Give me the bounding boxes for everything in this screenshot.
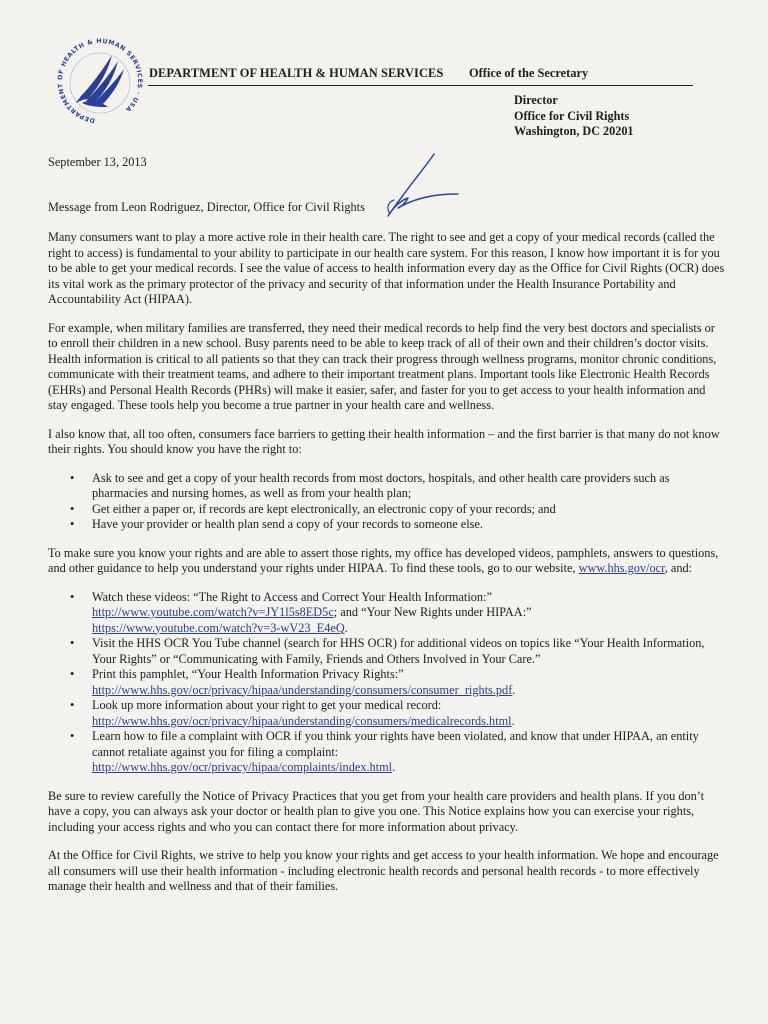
paragraph-closing: At the Office for Civil Rights, we strive to help you know your rights and get access to your health information. We hope and encourage all consumers will use their health information - including electronic health records and personal health records - to more effectively manage their health and wellness and that of their families. — [48, 848, 719, 893]
letter-body — [48, 230, 726, 908]
bullet-icon: • — [70, 636, 75, 650]
pamphlet-link[interactable]: http://www.hhs.gov/ocr/privacy/hipaa/understanding/consumers/consumer_rights.pdf — [92, 682, 513, 697]
address-line-title: Director — [514, 93, 558, 107]
letterhead-divider — [148, 85, 693, 86]
list-item: • Visit the HHS OCR You Tube channel (search for HHS OCR) for additional videos on topics like “Your Health Information, Your Rights” or “Communicating with Family, Friends and Others Involved in Your Care.” — [70, 636, 705, 666]
hhs-seal-logo — [56, 37, 144, 129]
youtube-link-new-rights[interactable]: https://www.youtube.com/watch?v=3-wV23_E4eQ — [92, 620, 345, 635]
bullet-icon: • — [70, 729, 75, 743]
bullet-icon: • — [70, 667, 75, 681]
sender-address — [514, 93, 634, 140]
tools-list — [48, 590, 726, 776]
list-item: • Print this pamphlet, “Your Health Information Privacy Rights:” http://www.hhs.gov/ocr/privacy/hipaa/understanding/consumers/consumer_rights.pdf. — [70, 667, 516, 697]
signature — [368, 150, 460, 222]
department-name: DEPARTMENT OF HEALTH & HUMAN SERVICES — [149, 66, 444, 80]
office-of-secretary: Office of the Secretary — [469, 66, 589, 80]
paragraph-privacy-notice: Be sure to review carefully the Notice of Privacy Practices that you get from your health care providers and health plans. If you don’t have a copy, you can always ask your doctor or health plan to give you one. This Notice explains how you can exercise your rights, including your access rights and who you can contact there for more information about privacy. — [48, 788, 705, 834]
address-line-office: Office for Civil Rights — [514, 108, 630, 123]
complaints-link[interactable]: http://www.hhs.gov/ocr/privacy/hipaa/complaints/index.html — [92, 760, 393, 774]
svg-text:DEPARTMENT OF HEALTH & HUMAN S: DEPARTMENT OF HEALTH & HUMAN SERVICES · USA — [56, 37, 144, 124]
list-item: • Get either a paper or, if records are kept electronically, an electronic copy of your records; and — [70, 501, 556, 516]
list-item: • Watch these videos: “The Right to Access and Correct Your Health Information:” http://www.youtube.com/watch?v=JY1l5s8ED5c; and “Your New Rights under HIPAA:” https://www.youtube.com/watch?v=3-wV23_E4eQ. — [70, 589, 532, 635]
paragraph-intro: Many consumers want to play a more active role in their health care. The right to see and get a copy of your medical records (called the right to access) is fundamental to your ability to participate in our health care system. For this reason, I know how important it is for you to be able to get your medical records. I see the value of access to health information every day as the Office for Civil Rights (OCR) does its vital work as the primary protector of the privacy and security of that information under the Health Insurance Portability and Accountability Act (HIPAA). — [48, 230, 725, 306]
bullet-icon: • — [70, 501, 75, 516]
list-item: • Ask to see and get a copy of your health records from most doctors, hospitals, and other health care providers such as pharmacies and nursing homes, as well as from your health plan; — [70, 470, 670, 500]
letter-date: September 13, 2013 — [48, 155, 147, 169]
bullet-icon: • — [70, 470, 75, 485]
rights-list — [48, 471, 726, 533]
paragraph-resources: To make sure you know your rights and are able to assert those rights, my office has developed videos, pamphlets, answers to questions, and other guidance to help you understand your rights under HIPAA. To find these tools, go to our website, www.hhs.gov/ocr, and: — [48, 545, 719, 575]
bullet-icon: • — [70, 698, 75, 712]
paragraph-example: For example, when military families are transferred, they need their medical records to help find the very best doctors and specialists or to enroll their children in a new school. Busy parents need to be able to keep track of all of their own and their children’s doctor visits. Health information is critical to all patients so that they can track their progress through wellness programs, monitor chronic conditions, communicate with their treatment teams, and adhere to their important treatment plans. Important tools like Electronic Health Records (EHRs) and Personal Health Records (PHRs) will make it easier, safer, and faster for you to get access to your health information and stay engaged. These tools help you become a true partner in your health care and wellness. — [48, 320, 717, 412]
ocr-website-link[interactable]: www.hhs.gov/ocr — [578, 561, 665, 575]
medical-records-link[interactable]: http://www.hhs.gov/ocr/privacy/hipaa/understanding/consumers/medicalrecords.html — [92, 713, 512, 728]
list-item: • Look up more information about your right to get your medical record: http://www.hhs.gov/ocr/privacy/hipaa/understanding/consumers/medicalrecords.html. — [70, 698, 515, 728]
list-item: • Learn how to file a complaint with OCR if you think your rights have been violated, and know that under HIPAA, an entity cannot retaliate against you for filing a complaint: http://www.hhs.gov/ocr/privacy/hipaa/complaints/index.html. — [70, 729, 699, 774]
bullet-icon: • — [70, 517, 75, 531]
bullet-icon: • — [70, 589, 75, 604]
message-from-line: Message from Leon Rodriguez, Director, Office for Civil Rights — [48, 200, 365, 214]
youtube-link-access[interactable]: http://www.youtube.com/watch?v=JY1l5s8ED5c — [92, 605, 334, 619]
list-item: • Have your provider or health plan send a copy of your records to someone else. — [70, 517, 483, 531]
address-line-city: Washington, DC 20201 — [514, 124, 634, 138]
paragraph-barriers: I also know that, all too often, consumers face barriers to getting their health information – and the first barrier is that many do not know their rights. You should know you have the right to: — [48, 426, 720, 456]
